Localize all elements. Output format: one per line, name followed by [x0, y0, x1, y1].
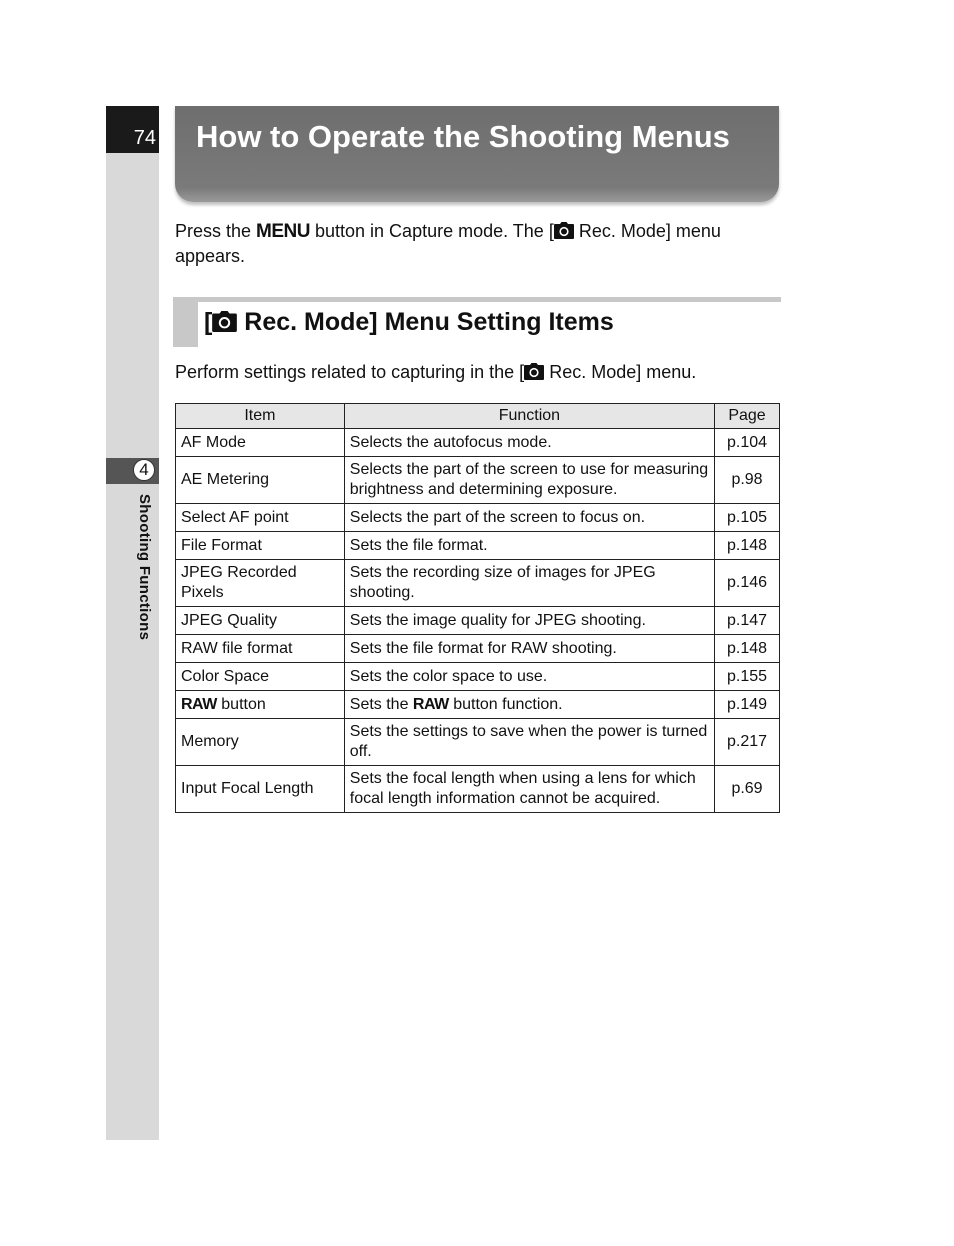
settings-table [175, 403, 780, 813]
raw-key-label: RAW [181, 695, 217, 713]
page-cell: p.69 [715, 766, 780, 813]
page-cell: p.105 [715, 504, 780, 532]
table-row [176, 532, 780, 560]
chapter-label: Shooting Functions [136, 494, 153, 641]
table-row [176, 766, 780, 813]
function-cell: Selects the part of the screen to use for measuring brightness and determining exposure. [344, 457, 714, 504]
item-cell: Memory [176, 719, 345, 766]
table-row [176, 429, 780, 457]
table-row [176, 691, 780, 719]
table-row [176, 719, 780, 766]
section-desc-post: Rec. Mode] menu. [544, 362, 697, 382]
intro-text-3: Rec. Mode] menu appears. [175, 221, 721, 266]
item-cell: JPEG Recorded Pixels [176, 560, 345, 607]
function-cell: Sets the focal length when using a lens for which focal length information cannot be acquired. [344, 766, 714, 813]
section-title-pre: [ [204, 308, 213, 336]
item-cell: File Format [176, 532, 345, 560]
page-cell: p.146 [715, 560, 780, 607]
table-row [176, 504, 780, 532]
menu-key-label: MENU [256, 221, 310, 242]
page-cell: p.148 [715, 635, 780, 663]
function-cell: Sets the image quality for JPEG shooting. [344, 607, 714, 635]
intro-paragraph [175, 219, 765, 268]
page-cell: p.147 [715, 607, 780, 635]
camera-icon [524, 363, 544, 380]
page-cell: p.148 [715, 532, 780, 560]
function-cell: Sets the recording size of images for JPEG shooting. [344, 560, 714, 607]
page-number: 74 [133, 127, 156, 149]
table-row [176, 663, 780, 691]
intro-text-1: Press the [175, 221, 257, 241]
function-cell: Sets the color space to use. [344, 663, 714, 691]
function-cell [344, 691, 714, 719]
page-title: How to Operate the Shooting Menus [196, 119, 730, 154]
item-cell: RAW file format [176, 635, 345, 663]
section-description [175, 360, 775, 384]
page-cell: p.149 [715, 691, 780, 719]
column-header-item: Item [176, 404, 345, 429]
column-header-page: Page [715, 404, 780, 429]
item-cell: JPEG Quality [176, 607, 345, 635]
section-title-post: Rec. Mode] Menu Setting Items [237, 308, 614, 336]
function-text-post: button function. [448, 695, 563, 713]
section-desc-pre: Perform settings related to capturing in the [ [175, 362, 525, 382]
table-row [176, 457, 780, 504]
item-cell: AE Metering [176, 457, 345, 504]
table-row [176, 560, 780, 607]
item-cell [176, 691, 345, 719]
function-cell: Selects the autofocus mode. [344, 429, 714, 457]
item-cell: Input Focal Length [176, 766, 345, 813]
item-cell: Color Space [176, 663, 345, 691]
table-row [176, 635, 780, 663]
item-cell: Select AF point [176, 504, 345, 532]
page-cell: p.104 [715, 429, 780, 457]
item-text: button [216, 695, 266, 713]
function-cell: Selects the part of the screen to focus on. [344, 504, 714, 532]
page-cell: p.155 [715, 663, 780, 691]
section-rule [173, 297, 781, 302]
camera-icon [554, 222, 574, 239]
function-cell: Sets the settings to save when the power is turned off. [344, 719, 714, 766]
camera-icon [212, 311, 237, 332]
chapter-number: 4 [133, 459, 155, 481]
function-cell: Sets the file format. [344, 532, 714, 560]
raw-key-label: RAW [412, 695, 449, 713]
function-cell: Sets the file format for RAW shooting. [344, 635, 714, 663]
item-cell: AF Mode [176, 429, 345, 457]
function-text-pre: Sets the [349, 695, 413, 713]
section-title [204, 306, 614, 338]
intro-text-2: button in Capture mode. The [ [310, 221, 554, 241]
page-cell: p.98 [715, 457, 780, 504]
table-header-row [176, 404, 780, 429]
section-marker [173, 297, 198, 347]
column-header-function: Function [344, 404, 714, 429]
table-row [176, 607, 780, 635]
page-cell: p.217 [715, 719, 780, 766]
